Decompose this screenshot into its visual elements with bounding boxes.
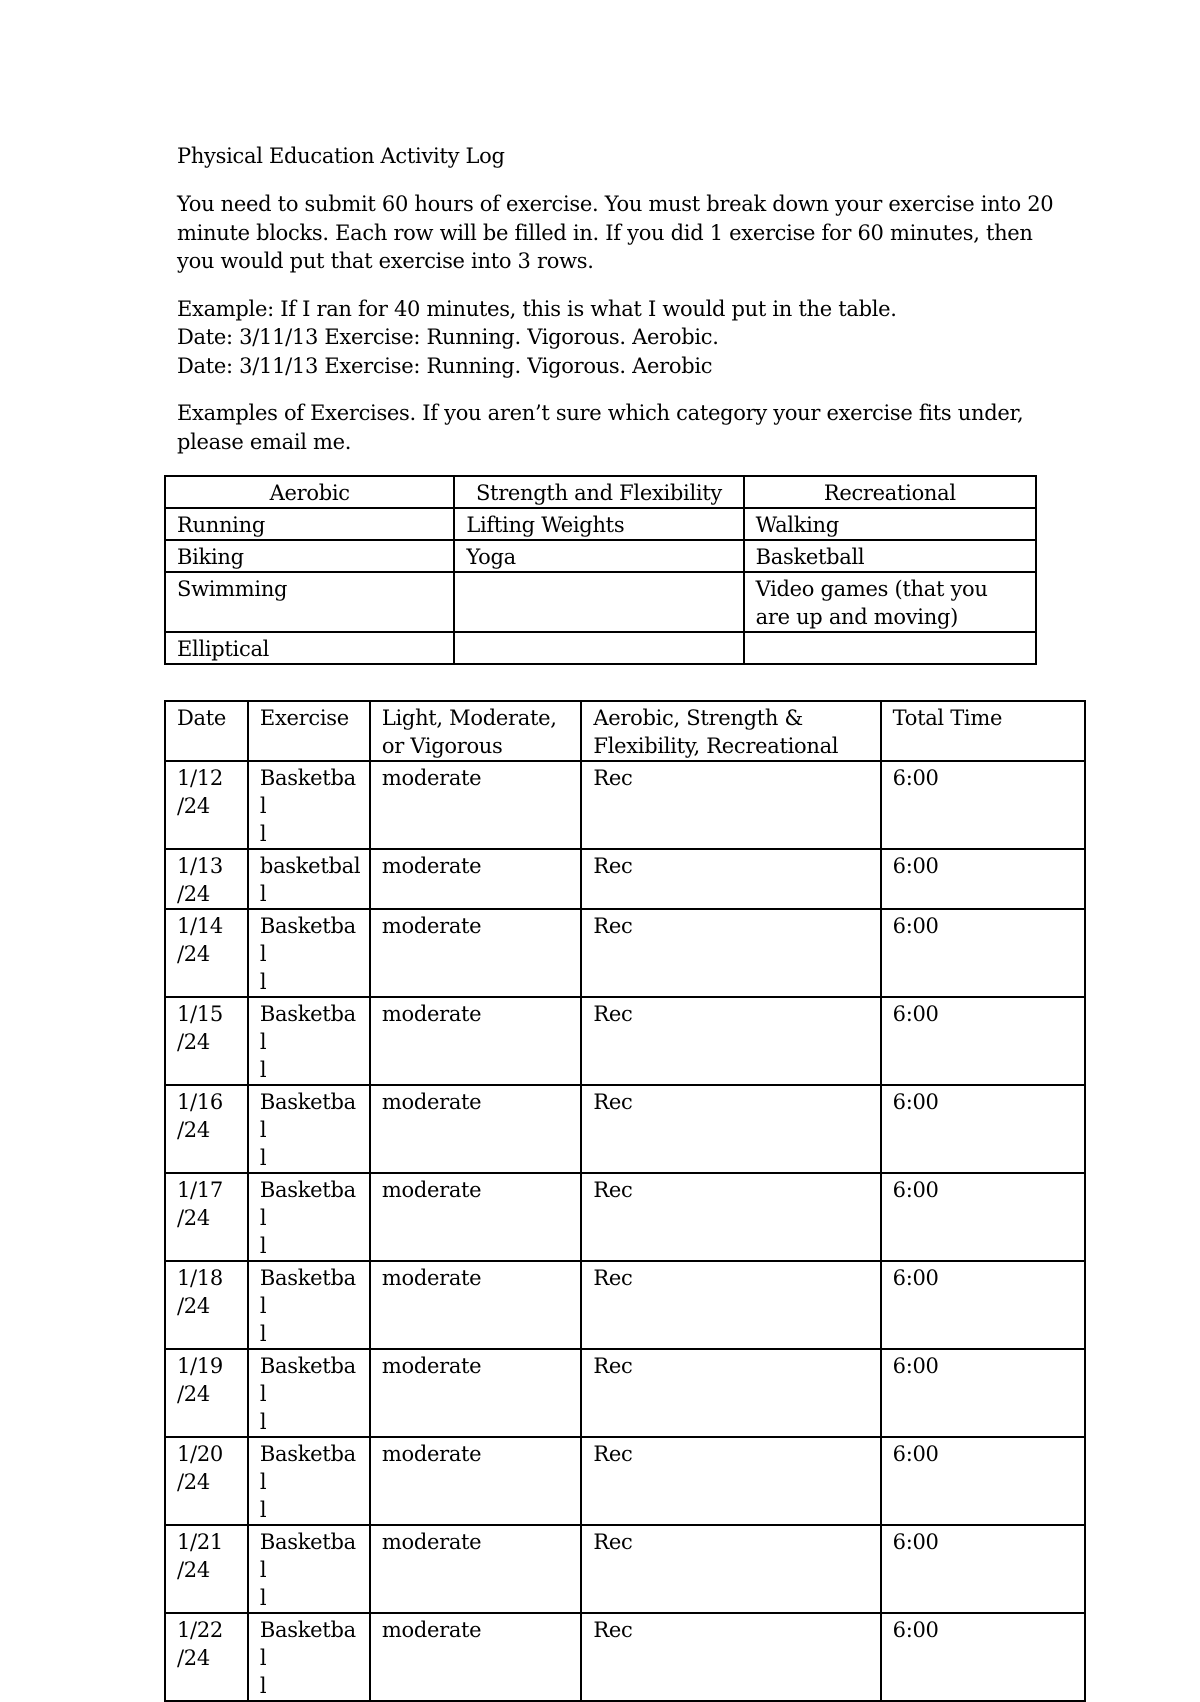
total-time-cell: 6:00 — [881, 761, 1085, 849]
exercise-part: l — [259, 1498, 267, 1522]
total-time-cell: 6:00 — [881, 997, 1085, 1085]
table-row — [165, 540, 1036, 572]
exercise-part: l — [259, 882, 267, 906]
exercise-categories-table — [164, 475, 1037, 665]
category-cell: Rec — [581, 1261, 880, 1349]
exercise-part: Basketbal — [259, 766, 356, 818]
exercise-part: Basketbal — [259, 1442, 356, 1494]
example-paragraph — [177, 295, 1077, 381]
category-cell: Rec — [581, 1613, 880, 1701]
date-part: /24 — [177, 1118, 210, 1142]
table-cell: Video games (that you are up and moving) — [744, 572, 1036, 632]
date-part: 1/12 — [177, 766, 223, 790]
category-cell: Rec — [581, 761, 880, 849]
example-line: Date: 3/11/13 Exercise: Running. Vigorous. Aerobic. — [177, 325, 719, 349]
intensity-cell: moderate — [370, 1613, 582, 1701]
table-cell — [454, 572, 743, 632]
category-cell: Rec — [581, 1349, 880, 1437]
date-part: /24 — [177, 1470, 210, 1494]
instructions-line: minute blocks. Each row will be filled in. If you did 1 exercise for 60 minutes, then — [177, 220, 1033, 245]
column-header: Strength and Flexibility — [454, 476, 743, 508]
exercise-cell — [248, 1613, 370, 1701]
exercise-part: Basketbal — [259, 914, 356, 966]
exercise-cell — [248, 761, 370, 849]
instructions-line: you would put that exercise into 3 rows. — [177, 249, 594, 273]
exercise-part: l — [259, 822, 267, 846]
date-part: /24 — [177, 882, 210, 906]
examples-intro-paragraph — [177, 399, 1077, 456]
table-row — [165, 1173, 1085, 1261]
date-part: 1/21 — [177, 1530, 223, 1554]
date-part: 1/13 — [177, 854, 223, 878]
date-part: 1/15 — [177, 1002, 223, 1026]
column-header-category: Aerobic, Strength & Flexibility, Recreational — [581, 701, 880, 761]
intensity-cell: moderate — [370, 1173, 582, 1261]
date-cell — [165, 1437, 248, 1525]
date-part: /24 — [177, 1030, 210, 1054]
category-cell: Rec — [581, 997, 880, 1085]
exercise-cell — [248, 1085, 370, 1173]
table-cell: Biking — [165, 540, 454, 572]
date-part: /24 — [177, 1206, 210, 1230]
date-cell — [165, 909, 248, 997]
table-cell: Lifting Weights — [454, 508, 743, 540]
date-part: 1/22 — [177, 1618, 223, 1642]
table-header-row — [165, 476, 1036, 508]
date-part: /24 — [177, 1558, 210, 1582]
category-cell: Rec — [581, 1525, 880, 1613]
activity-log-table — [164, 700, 1086, 1702]
exercise-part: l — [259, 1146, 267, 1170]
date-part: 1/16 — [177, 1090, 223, 1114]
column-header-date: Date — [165, 701, 248, 761]
table-row — [165, 632, 1036, 664]
date-part: /24 — [177, 1294, 210, 1318]
table-cell: Elliptical — [165, 632, 454, 664]
column-header: Aerobic — [165, 476, 454, 508]
exercise-part: l — [259, 1586, 267, 1610]
table-cell — [744, 632, 1036, 664]
table-cell: Walking — [744, 508, 1036, 540]
date-cell — [165, 1173, 248, 1261]
exercise-part: l — [259, 1410, 267, 1434]
table-row — [165, 572, 1036, 632]
exercise-part: Basketbal — [259, 1178, 356, 1230]
exercise-part: l — [259, 970, 267, 994]
date-cell — [165, 761, 248, 849]
date-part: 1/19 — [177, 1354, 223, 1378]
date-part: /24 — [177, 1382, 210, 1406]
intensity-cell: moderate — [370, 909, 582, 997]
exercise-part: l — [259, 1234, 267, 1258]
examples-intro-line: please email me. — [177, 429, 352, 454]
date-part: 1/17 — [177, 1178, 223, 1202]
exercise-part: l — [259, 1322, 267, 1346]
intensity-cell: moderate — [370, 761, 582, 849]
example-line: Example: If I ran for 40 minutes, this is what I would put in the table. — [177, 296, 897, 321]
exercise-part: l — [259, 1674, 267, 1698]
table-row — [165, 1085, 1085, 1173]
exercise-cell — [248, 997, 370, 1085]
total-time-cell: 6:00 — [881, 1349, 1085, 1437]
table-row — [165, 1437, 1085, 1525]
category-cell: Rec — [581, 849, 880, 909]
date-cell — [165, 1261, 248, 1349]
date-part: /24 — [177, 794, 210, 818]
exercise-part: Basketbal — [259, 1266, 356, 1318]
exercise-cell — [248, 1173, 370, 1261]
date-cell — [165, 997, 248, 1085]
table-row — [165, 1613, 1085, 1701]
total-time-cell: 6:00 — [881, 1525, 1085, 1613]
table-row — [165, 997, 1085, 1085]
table-row — [165, 508, 1036, 540]
table-cell — [454, 632, 743, 664]
total-time-cell: 6:00 — [881, 1613, 1085, 1701]
table-row — [165, 849, 1085, 909]
exercise-part: Basketbal — [259, 1090, 356, 1142]
total-time-cell: 6:00 — [881, 849, 1085, 909]
category-cell: Rec — [581, 1437, 880, 1525]
column-header-total-time: Total Time — [881, 701, 1085, 761]
table-row — [165, 1525, 1085, 1613]
exercise-part: Basketbal — [259, 1530, 356, 1582]
date-cell — [165, 1085, 248, 1173]
category-cell: Rec — [581, 1085, 880, 1173]
date-part: /24 — [177, 942, 210, 966]
table-row — [165, 761, 1085, 849]
table-cell: Running — [165, 508, 454, 540]
date-cell — [165, 849, 248, 909]
date-cell — [165, 1613, 248, 1701]
date-part: 1/18 — [177, 1266, 223, 1290]
exercise-cell — [248, 1525, 370, 1613]
intensity-cell: moderate — [370, 1349, 582, 1437]
intensity-cell: moderate — [370, 1085, 582, 1173]
instructions-line: You need to submit 60 hours of exercise. You must break down your exercise into 20 — [177, 192, 1054, 216]
category-cell: Rec — [581, 909, 880, 997]
exercise-part: basketbal — [259, 854, 361, 878]
page-content — [177, 142, 1077, 475]
column-header: Recreational — [744, 476, 1036, 508]
total-time-cell: 6:00 — [881, 1261, 1085, 1349]
date-part: /24 — [177, 1646, 210, 1670]
example-line: Date: 3/11/13 Exercise: Running. Vigorous. Aerobic — [177, 353, 713, 378]
intensity-cell: moderate — [370, 1525, 582, 1613]
intensity-cell: moderate — [370, 849, 582, 909]
exercise-part: Basketbal — [259, 1618, 356, 1670]
exercise-cell — [248, 1349, 370, 1437]
total-time-cell: 6:00 — [881, 1437, 1085, 1525]
table-row — [165, 1261, 1085, 1349]
intensity-cell: moderate — [370, 1261, 582, 1349]
date-part: 1/14 — [177, 914, 223, 938]
exercise-part: Basketbal — [259, 1354, 356, 1406]
column-header-intensity: Light, Moderate, or Vigorous — [370, 701, 582, 761]
exercise-part: l — [259, 1058, 267, 1082]
table-cell: Basketball — [744, 540, 1036, 572]
intensity-cell: moderate — [370, 1437, 582, 1525]
document-title: Physical Education Activity Log — [177, 144, 505, 168]
examples-intro-line: Examples of Exercises. If you aren’t sure which category your exercise fits under, — [177, 401, 1024, 425]
table-row — [165, 909, 1085, 997]
category-cell: Rec — [581, 1173, 880, 1261]
exercise-cell — [248, 849, 370, 909]
column-header-exercise: Exercise — [248, 701, 370, 761]
table-header-row — [165, 701, 1085, 761]
exercise-cell — [248, 1261, 370, 1349]
exercise-part: Basketbal — [259, 1002, 356, 1054]
total-time-cell: 6:00 — [881, 1173, 1085, 1261]
date-cell — [165, 1525, 248, 1613]
date-cell — [165, 1349, 248, 1437]
date-part: 1/20 — [177, 1442, 223, 1466]
exercise-cell — [248, 1437, 370, 1525]
total-time-cell: 6:00 — [881, 1085, 1085, 1173]
instructions-paragraph — [177, 190, 1077, 276]
table-cell: Yoga — [454, 540, 743, 572]
exercise-cell — [248, 909, 370, 997]
table-row — [165, 1349, 1085, 1437]
intensity-cell: moderate — [370, 997, 582, 1085]
total-time-cell: 6:00 — [881, 909, 1085, 997]
table-cell: Swimming — [165, 572, 454, 632]
